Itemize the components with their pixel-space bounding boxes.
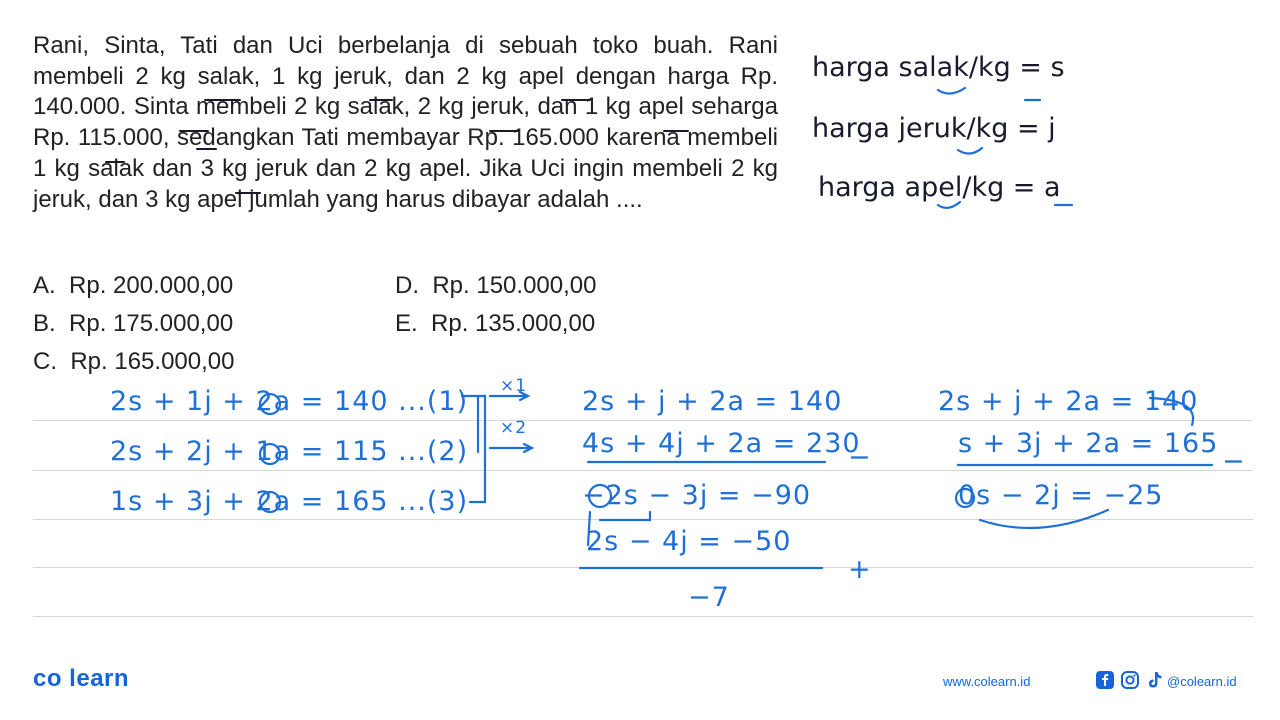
definition-jeruk: harga jeruk/kg = j <box>812 113 1056 144</box>
social-handle[interactable]: @colearn.id <box>1167 674 1237 689</box>
elim1-minus: − <box>848 442 872 473</box>
tiktok-icon[interactable] <box>1146 670 1164 690</box>
equation-1: 2s + 1j + 2a = 140 ...(1) <box>110 386 469 417</box>
definition-marks <box>938 88 1072 208</box>
elim1-row1: 2s + j + 2a = 140 <box>582 386 843 417</box>
equation-3: 1s + 3j + 2a = 165 ...(3) <box>110 486 469 517</box>
colearn-logo[interactable]: co learn <box>33 665 130 692</box>
multiplier-1: ×1 <box>500 376 528 396</box>
elim1-row4: 2s − 4j = −50 <box>586 526 792 557</box>
website-link[interactable]: www.colearn.id <box>943 674 1031 689</box>
choice-c[interactable]: C. Rp. 165.000,00 <box>33 348 235 375</box>
elim2-row1: 2s + j + 2a = 140 <box>938 386 1199 417</box>
definition-salak: harga salak/kg = s <box>812 52 1065 83</box>
equation-2: 2s + 2j + 1a = 115 ...(2) <box>110 436 469 467</box>
elim2-result: 0s − 2j = −25 <box>958 480 1164 511</box>
choice-e[interactable]: E. Rp. 135.000,00 <box>395 310 596 337</box>
definition-apel: harga apel/kg = a <box>818 172 1061 203</box>
elim1-result: −2s − 3j = −90 <box>582 480 812 511</box>
elim1-row2: 4s + 4j + 2a = 230 <box>582 428 861 459</box>
problem-underlines <box>106 100 688 193</box>
elim2-minus: − <box>1222 446 1246 477</box>
choice-d[interactable]: D. Rp. 150.000,00 <box>395 272 597 299</box>
choice-b[interactable]: B. Rp. 175.000,00 <box>33 310 234 337</box>
elim1-result2: −7 <box>688 582 730 613</box>
problem-text: Rani, Sinta, Tati dan Uci berbelanja di sebuah toko buah. Rani membeli 2 kg salak, 1 kg jeruk, dan 2 kg apel dengan harga Rp. 140.000. Sinta membeli 2 kg salak, 2 kg jeruk, dan 1 kg apel seharga Rp. 115.000, sedangkan Tati membayar Rp. 165.000 karena membeli 1 kg salak dan 3 kg jeruk dan 2 kg apel. Jika Uci ingin membeli 2 kg jeruk, dan 3 kg apel jumlah yang harus dibayar adalah .... <box>33 32 778 213</box>
choice-a[interactable]: A. Rp. 200.000,00 <box>33 272 234 299</box>
instagram-icon[interactable] <box>1120 670 1140 690</box>
elim1-plus: + <box>848 554 872 585</box>
multiplier-2: ×2 <box>500 418 528 438</box>
elim2-row2: s + 3j + 2a = 165 <box>958 428 1219 459</box>
facebook-icon[interactable] <box>1095 670 1115 690</box>
equation-marks <box>260 392 1212 568</box>
